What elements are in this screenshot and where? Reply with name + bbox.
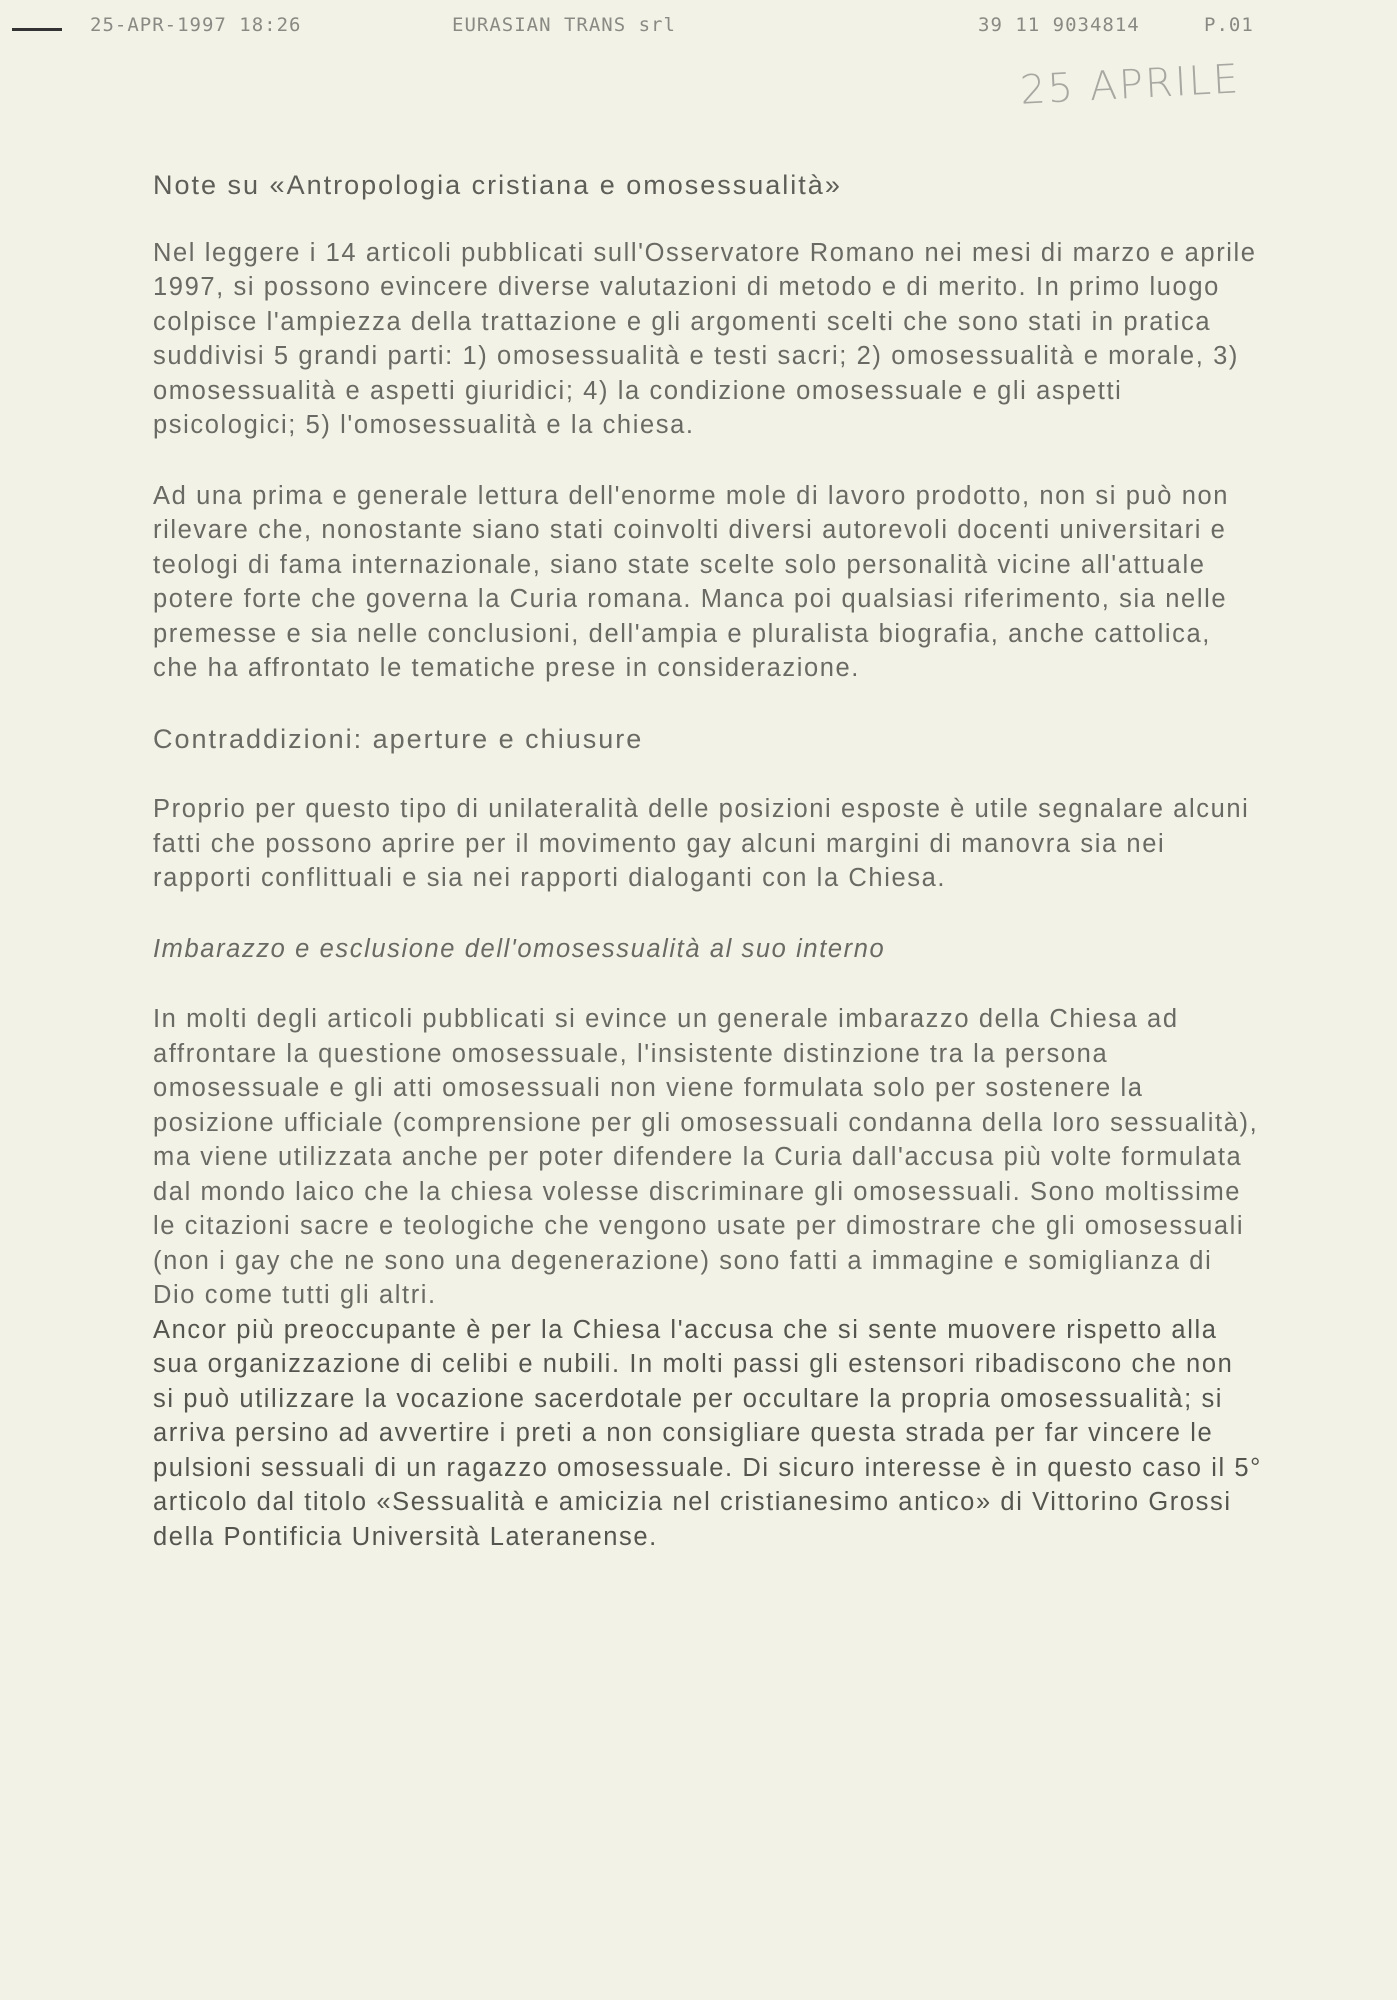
- fax-sender: EURASIAN TRANS srl: [452, 14, 676, 36]
- fax-phone: 39 11 9034814: [978, 14, 1140, 36]
- subsection-paragraph: In molti degli articoli pubblicati si evince un generale imbarazzo della Chiesa ad affrontare la questione omosessuale, l'insistente distinzione tra la persona omosessuale e gli atti omosessuali non viene formulata solo per sostenere la posizione ufficiale (comprensione per gli omosessuali condanna della loro sessualità), ma viene utilizzata anche per poter difendere la Curia dall'accusa più volte formulata dal mondo laico che la chiesa volesse discriminare gli omosessuali. Sono moltissime le citazioni sacre e teologiche che vengono usate per dimostrare che gli omosessuali (non i gay che ne sono una degenerazione) sono fatti a immagine e somiglianza di Dio come tutti gli altri.: [153, 1005, 1259, 1309]
- handwritten-date-note: 25 APRILE: [1018, 56, 1242, 114]
- subsection-heading: Imbarazzo e esclusione dell'omosessualità al suo interno: [153, 934, 886, 963]
- intro-paragraph: Nel leggere i 14 articoli pubblicati sull'Osservatore Romano nei mesi di marzo e aprile 1997, si possono evincere diverse valutazioni di metodo e di merito. In primo luogo colpisce l'ampiezza della trattazione e gli argomenti scelti che sono stati in pratica suddivisi 5 grandi parti: 1) omosessualità e testi sacri; 2) omosessualità e morale, 3) omosessualità e aspetti giuridici; 4) la condizione omosessuale e gli aspetti psicologici; 5) l'omosessualità e la chiesa.: [153, 238, 1257, 439]
- section-paragraph: Proprio per questo tipo di unilateralità delle posizioni esposte è utile segnalare alcuni fatti che possono aprire per il movimento gay alcuni margini di manovra sia nei rapporti conflittuali e sia nei rapporti dialoganti con la Chiesa.: [153, 795, 1250, 892]
- section-heading: Contraddizioni: aperture e chiusure: [153, 723, 644, 754]
- header-dash: [12, 28, 62, 31]
- fax-datetime: 25-APR-1997 18:26: [90, 14, 302, 36]
- intro-paragraph: Ad una prima e generale lettura dell'enorme mole di lavoro prodotto, non si può non rilevare che, nonostante siano stati coinvolti diversi autorevoli docenti universitari e teologi di fama internazionale, siano state scelte solo personalità vicine all'attuale potere forte che governa la Curia romana. Manca poi qualsiasi riferimento, sia nelle premesse e sia nelle conclusioni, dell'ampia e pluralista biografia, anche cattolica, che ha affrontato le tematiche prese in considerazione.: [153, 481, 1230, 682]
- fax-page-number: P.01: [1204, 14, 1254, 36]
- document-title: Note su «Antropologia cristiana e omosessualità»: [153, 170, 842, 200]
- fax-header: [0, 14, 1397, 44]
- document-body: [153, 168, 1263, 1554]
- subsection-paragraph: Ancor più preoccupante è per la Chiesa l'accusa che si sente muovere rispetto alla sua organizzazione di celibi e nubili. In molti passi gli estensori ribadiscono che non si può utilizzare la vocazione sacerdotale per occultare la propria omosessualità; si arriva persino ad avvertire i preti a non consigliare questa strada per far vincere le pulsioni sessuali di un ragazzo omosessuale. Di sicuro interesse è in questo caso il 5° articolo dal titolo «Sessualità e amicizia nel cristianesimo antico» di Vittorino Grossi della Pontificia Università Lateranense.: [153, 1315, 1262, 1551]
